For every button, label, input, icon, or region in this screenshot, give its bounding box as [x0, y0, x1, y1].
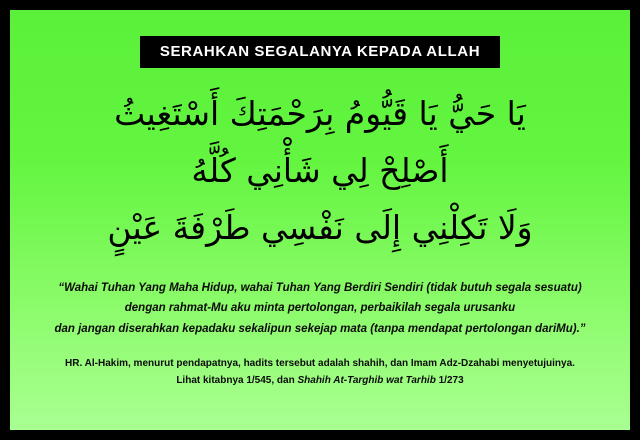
translation-line-3: dan jangan diserahkan kepadaku sekalipun sekejap mata (tanpa mendapat pertolongan dariMu).”: [54, 322, 586, 335]
translation-line-2: dengan rahmat-Mu aku minta pertolongan, perbaikilah segala urusanku: [124, 302, 516, 315]
arabic-line-2: أَصْلِحْ لِي شَأْنِي كُلَّهُ: [191, 150, 449, 190]
source-line-1: HR. Al-Hakim, menurut pendapatnya, hadits tersebut adalah shahih, dan Imam Adz-Dzahabi menyetujuinya.: [65, 357, 575, 369]
translation-line-1: “Wahai Tuhan Yang Maha Hidup, wahai Tuhan Yang Berdiri Sendiri (tidak butuh segala sesuatu): [58, 282, 582, 295]
poster-body: [10, 10, 630, 430]
poster-title: SERAHKAN SEGALANYA KEPADA ALLAH: [140, 36, 500, 68]
arabic-line-1: يَا حَيُّ يَا قَيُّومُ بِرَحْمَتِكَ أَسْتَغِيثُ: [114, 94, 526, 133]
source-line-2-suffix: 1/273: [435, 374, 464, 386]
arabic-text-block: [10, 86, 630, 256]
translation-block: [53, 278, 586, 338]
source-reference-block: [60, 355, 581, 389]
arabic-line-3: وَلَا تَكِلْنِي إِلَى نَفْسِي طَرْفَةَ عَيْنٍ: [107, 207, 533, 247]
source-book-title: Shahih At-Targhib wat Tarhib: [297, 374, 436, 386]
source-line-2-prefix: Lihat kitabnya 1/545, dan: [176, 374, 298, 386]
source-line-2: [60, 372, 581, 389]
